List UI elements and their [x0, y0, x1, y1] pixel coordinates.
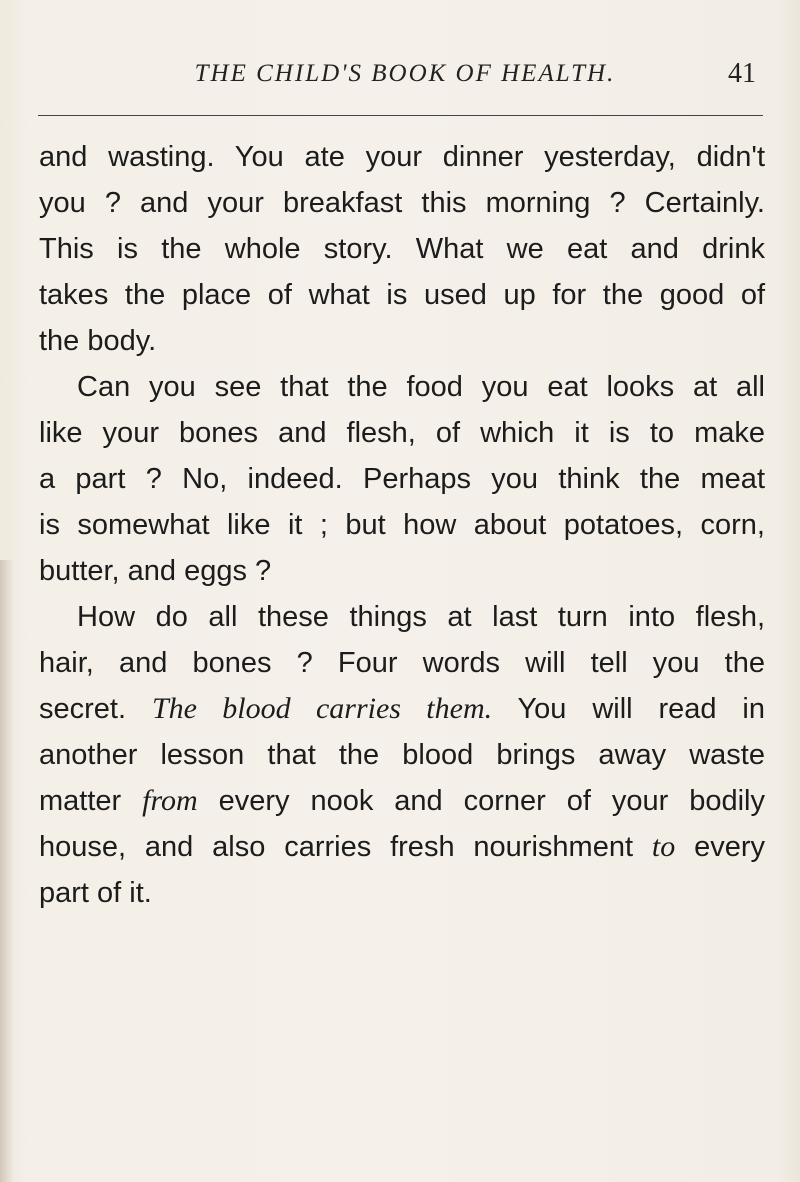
text-segment: matter — [39, 785, 143, 817]
running-title: THE CHILD'S BOOK OF HEALTH. — [194, 60, 616, 87]
header-rule — [38, 115, 763, 116]
body-text — [39, 134, 765, 916]
italic-phrase: The blood carries them. — [151, 692, 493, 725]
text-segment: house, and also carries fresh nourishment — [39, 831, 652, 863]
text-line: takes the place of what is used up for the good of — [39, 279, 765, 311]
text-line: is somewhat like it ; but how about potatoes, corn, — [39, 509, 765, 541]
text-segment: You will read in — [492, 693, 766, 725]
text-line — [39, 824, 765, 870]
text-line: part of it. — [39, 877, 152, 909]
page-number: 41 — [728, 58, 756, 89]
text-line: How do all these things at last turn into flesh, — [77, 601, 765, 633]
text-line — [39, 778, 765, 824]
binding-shadow — [0, 560, 14, 1182]
text-segment: secret. — [39, 693, 152, 725]
text-line: hair, and bones ? Four words will tell you the — [39, 647, 765, 679]
text-line: Can you see that the food you eat looks at all — [77, 371, 765, 403]
text-line: This is the whole story. What we eat and drink — [39, 233, 765, 265]
text-line: another lesson that the blood brings away waste — [39, 739, 765, 771]
text-segment: every nook and corner of your bodily — [197, 785, 765, 817]
text-line: like your bones and flesh, of which it is to make — [39, 417, 765, 449]
text-segment: every — [675, 831, 765, 863]
text-line — [39, 686, 765, 732]
text-line: you ? and your breakfast this morning ? Certainly. — [39, 187, 765, 219]
italic-word: from — [142, 784, 198, 817]
text-line: a part ? No, indeed. Perhaps you think the meat — [39, 463, 765, 495]
italic-word: to — [651, 830, 676, 863]
text-line: butter, and eggs ? — [39, 555, 272, 587]
text-line: the body. — [39, 325, 157, 357]
text-line: and wasting. You ate your dinner yesterday, didn't — [39, 141, 765, 173]
